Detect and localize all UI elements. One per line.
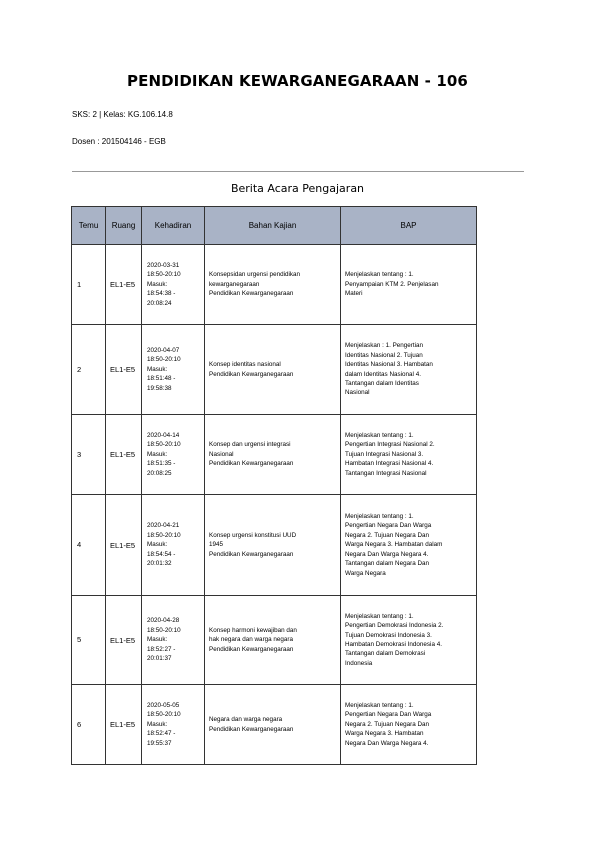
cell-ruang: EL1-E5 xyxy=(106,685,142,765)
kehadiran-line: 20:08:24 xyxy=(147,299,172,307)
bap-line: Negara Dan Warga Negara 4. xyxy=(345,739,429,747)
bap-line: Warga Negara 3. Hambatan dalam xyxy=(345,541,443,549)
bahan-line: Pendidikan Kewarganegaraan xyxy=(209,290,294,298)
table-row xyxy=(72,415,477,495)
bap-line: Tujuan Integrasi Nasional 3. xyxy=(345,450,424,458)
bap-line: Hambatan Integrasi Nasional 4. xyxy=(345,460,434,468)
bap-line: Tantangan dalam Negara Dan xyxy=(345,560,430,568)
kehadiran-line: 18:50-20:10 xyxy=(147,356,181,364)
sks-class-line: SKS: 2 | Kelas: KG.106.14.8 xyxy=(72,110,173,119)
bahan-line: Pendidikan Kewarganegaraan xyxy=(209,645,294,653)
cell-bap xyxy=(341,685,477,765)
kehadiran-line: 18:50-20:10 xyxy=(147,711,181,719)
bahan-line: 1945 xyxy=(209,541,224,549)
cell-bap xyxy=(341,495,477,596)
table-row xyxy=(72,685,477,765)
bahan-line: Negara dan warga negara xyxy=(209,716,283,724)
column-header-temu: Temu xyxy=(72,207,106,245)
cell-temu: 2 xyxy=(72,325,106,415)
kehadiran-line: Masuk: xyxy=(147,636,168,644)
cell-bap xyxy=(341,596,477,685)
cell-ruang: EL1-E5 xyxy=(106,325,142,415)
column-header-bap: BAP xyxy=(341,207,477,245)
cell-ruang: EL1-E5 xyxy=(106,596,142,685)
cell-bahan-kajian xyxy=(205,685,341,765)
bap-line: Nasional xyxy=(345,389,370,397)
bap-line: Menjelaskan tentang : 1. xyxy=(345,612,414,620)
kehadiran-line: 18:50-20:10 xyxy=(147,271,181,279)
kehadiran-line: 18:51:35 - xyxy=(147,460,176,468)
bap-line: Pengertian Negara Dan Warga xyxy=(345,711,432,719)
bap-line: Menjelaskan tentang : 1. xyxy=(345,513,414,521)
bahan-line: Konsepsidan urgensi pendidikan xyxy=(209,271,301,279)
cell-ruang: EL1-E5 xyxy=(106,245,142,325)
kehadiran-line: Masuk: xyxy=(147,365,168,373)
horizontal-divider xyxy=(72,171,524,172)
table-row xyxy=(72,596,477,685)
table-row xyxy=(72,245,477,325)
bap-line: Materi xyxy=(345,290,363,298)
bahan-line: Konsep dan urgensi integrasi xyxy=(209,441,291,449)
bap-line: Pengertian Demokrasi Indonesia 2. xyxy=(345,622,444,630)
bap-line: Indonesia xyxy=(345,659,373,667)
cell-temu: 5 xyxy=(72,596,106,685)
section-title: Berita Acara Pengajaran xyxy=(230,182,365,195)
bap-line: Tantangan Integrasi Nasional xyxy=(345,469,427,477)
kehadiran-line: 20:01:32 xyxy=(147,560,172,568)
kehadiran-line: 19:55:37 xyxy=(147,739,172,747)
column-header-kehadiran: Kehadiran xyxy=(142,207,205,245)
kehadiran-line: 2020-04-14 xyxy=(147,431,180,439)
bap-line: Negara Dan Warga Negara 4. xyxy=(345,550,429,558)
cell-kehadiran xyxy=(142,415,205,495)
bahan-line: Konsep urgensi konstitusi UUD xyxy=(209,531,297,539)
kehadiran-line: 18:54:54 - xyxy=(147,550,176,558)
kehadiran-line: Masuk: xyxy=(147,450,168,458)
bahan-line: Pendidikan Kewarganegaraan xyxy=(209,370,294,378)
bap-line: Negara 2. Tujuan Negara Dan xyxy=(345,720,430,728)
bahan-line: Pendidikan Kewarganegaraan xyxy=(209,550,294,558)
cell-ruang: EL1-E5 xyxy=(106,415,142,495)
cell-kehadiran xyxy=(142,245,205,325)
cell-temu: 1 xyxy=(72,245,106,325)
bap-line: Menjelaskan tentang : 1. xyxy=(345,431,414,439)
kehadiran-line: Masuk: xyxy=(147,280,168,288)
kehadiran-line: 18:54:38 - xyxy=(147,290,176,298)
cell-bahan-kajian xyxy=(205,415,341,495)
column-header-ruang: Ruang xyxy=(106,207,142,245)
cell-bahan-kajian xyxy=(205,495,341,596)
kehadiran-line: 2020-05-05 xyxy=(147,701,180,709)
bap-line: Pengertian Integrasi Nasional 2. xyxy=(345,441,435,449)
bap-line: Penyampaian KTM 2. Penjelasan xyxy=(345,280,439,288)
bahan-line: Pendidikan Kewarganegaraan xyxy=(209,460,294,468)
bap-line: Tantangan dalam Demokrasi xyxy=(345,650,426,658)
column-header-bahan-kajian: Bahan Kajian xyxy=(205,207,341,245)
cell-bap xyxy=(341,325,477,415)
table-row xyxy=(72,495,477,596)
kehadiran-line: 18:51:48 - xyxy=(147,375,176,383)
cell-temu: 4 xyxy=(72,495,106,596)
lecturer-line: Dosen : 201504146 - EGB xyxy=(72,137,166,146)
bap-line: Warga Negara xyxy=(345,569,386,577)
cell-bahan-kajian xyxy=(205,596,341,685)
bap-line: Menjelaskan : 1. Pengertian xyxy=(345,342,424,350)
kehadiran-line: 18:50-20:10 xyxy=(147,626,181,634)
kehadiran-line: 18:50-20:10 xyxy=(147,441,181,449)
table-row xyxy=(72,325,477,415)
cell-kehadiran xyxy=(142,325,205,415)
bap-line: Warga Negara 3. Hambatan xyxy=(345,730,424,738)
bap-line: Menjelaskan tentang : 1. xyxy=(345,271,414,279)
bap-line: Tujuan Demokrasi Indonesia 3. xyxy=(345,631,432,639)
kehadiran-line: 2020-03-31 xyxy=(147,261,180,269)
kehadiran-line: 20:01:37 xyxy=(147,655,172,663)
cell-temu: 3 xyxy=(72,415,106,495)
kehadiran-line: 20:08:25 xyxy=(147,469,172,477)
document-title: PENDIDIKAN KEWARGANEGARAAN - 106 xyxy=(127,72,468,90)
bahan-line: kewarganegaraan xyxy=(209,280,260,288)
bahan-line: Nasional xyxy=(209,450,234,458)
kehadiran-line: 2020-04-07 xyxy=(147,346,180,354)
cell-bap xyxy=(341,245,477,325)
bahan-line: Konsep harmoni kewajiban dan xyxy=(209,626,297,634)
bap-line: Identitas Nasional 3. Hambatan xyxy=(345,361,433,369)
kehadiran-line: Masuk: xyxy=(147,720,168,728)
kehadiran-line: 19:58:38 xyxy=(147,384,172,392)
cell-ruang: EL1-E5 xyxy=(106,495,142,596)
bap-line: Pengertian Negara Dan Warga xyxy=(345,522,432,530)
kehadiran-line: 18:52:47 - xyxy=(147,730,176,738)
bahan-line: Pendidikan Kewarganegaraan xyxy=(209,725,294,733)
cell-kehadiran xyxy=(142,596,205,685)
kehadiran-line: 18:52:27 - xyxy=(147,645,176,653)
kehadiran-line: 2020-04-21 xyxy=(147,522,180,530)
kehadiran-line: Masuk: xyxy=(147,541,168,549)
bahan-line: Konsep identitas nasional xyxy=(209,361,281,369)
cell-temu: 6 xyxy=(72,685,106,765)
table-header-row xyxy=(72,207,477,245)
cell-kehadiran xyxy=(142,495,205,596)
bap-line: dalam Identitas Nasional 4. xyxy=(345,370,421,378)
cell-kehadiran xyxy=(142,685,205,765)
bap-line: Tantangan dalam Identitas xyxy=(345,379,419,387)
cell-bap xyxy=(341,415,477,495)
cell-bahan-kajian xyxy=(205,325,341,415)
bap-line: Negara 2. Tujuan Negara Dan xyxy=(345,531,430,539)
cell-bahan-kajian xyxy=(205,245,341,325)
bap-line: Menjelaskan tentang : 1. xyxy=(345,701,414,709)
teaching-record-table xyxy=(71,206,477,765)
bap-line: Identitas Nasional 2. Tujuan xyxy=(345,351,423,359)
bap-line: Hambatan Demokrasi Indonesia 4. xyxy=(345,641,442,648)
bahan-line: hak negara dan warga negara xyxy=(209,636,294,644)
kehadiran-line: 18:50-20:10 xyxy=(147,531,181,539)
kehadiran-line: 2020-04-28 xyxy=(147,617,180,625)
